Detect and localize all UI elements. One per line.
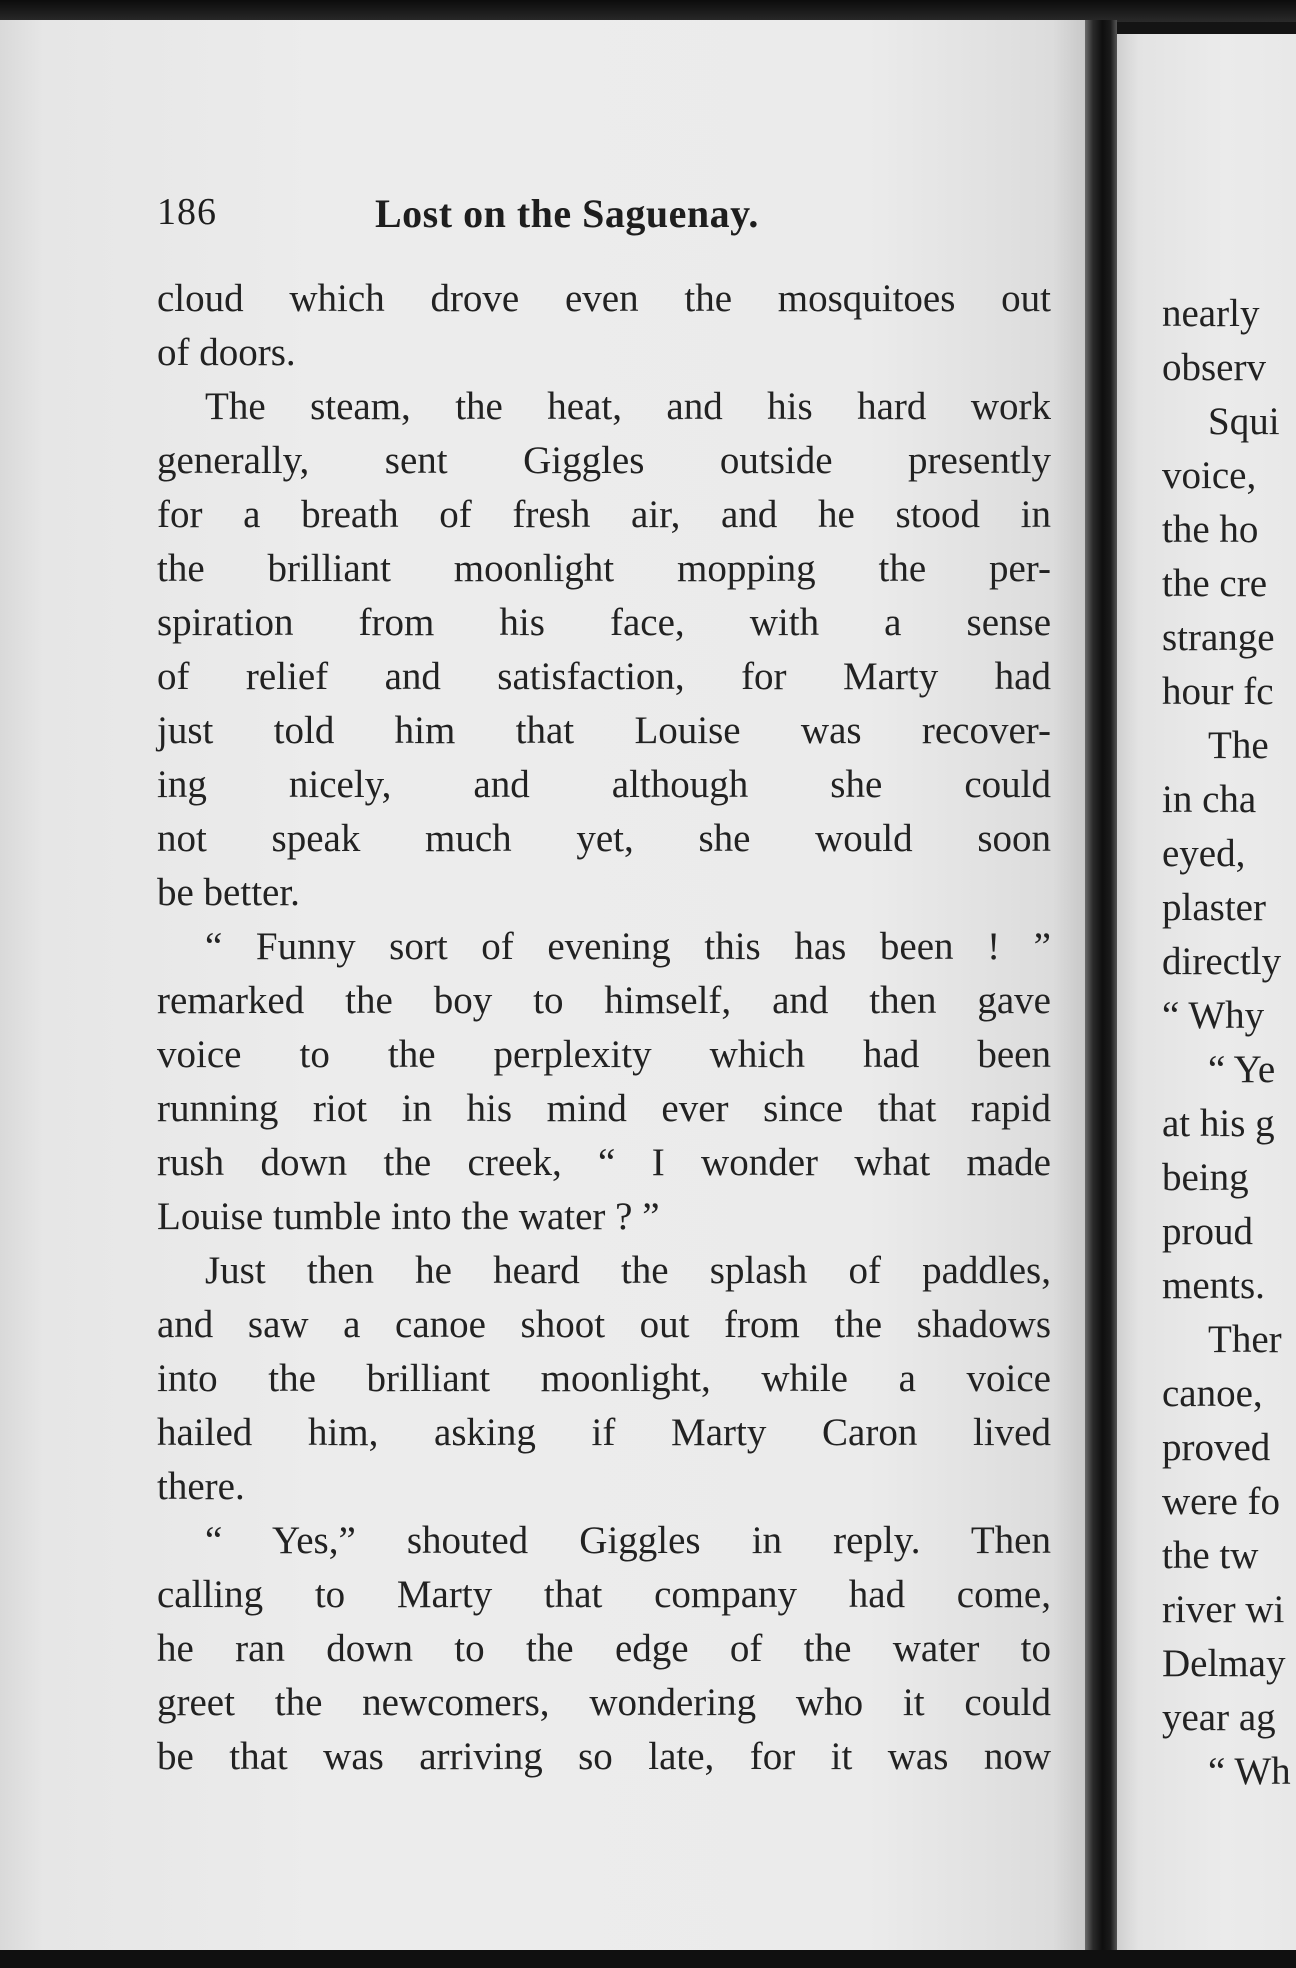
text-line: Just then he heard the splash of paddles,: [205, 1249, 1051, 1292]
facing-page-text-line: the cre: [1162, 562, 1268, 605]
facing-page-text-line: “ Wh: [1208, 1750, 1291, 1793]
facing-page-text-line: the tw: [1162, 1534, 1259, 1577]
bottom-edge-shadow: [0, 1950, 1296, 1968]
facing-page-text-line: voice,: [1162, 454, 1257, 497]
facing-page-text-line: Squi: [1208, 400, 1280, 443]
facing-page-text-line: year ag: [1162, 1696, 1276, 1739]
facing-page-text-line: river wi: [1162, 1588, 1285, 1631]
facing-page-text-line: nearly: [1162, 292, 1260, 335]
facing-page-text-line: in cha: [1162, 778, 1257, 821]
facing-page-text-line: “ Why: [1162, 994, 1265, 1037]
running-head-title: Lost on the Saguenay.: [375, 191, 759, 236]
text-line: Louise tumble into the water ? ”: [157, 1195, 660, 1238]
page-header: [157, 190, 1051, 250]
left-page-body-text: [157, 272, 1051, 1784]
facing-page-text-line: plaster: [1162, 886, 1266, 929]
text-line: generally, sent Giggles outside presently: [157, 439, 1051, 482]
facing-page-text-line: Delmay: [1162, 1642, 1286, 1685]
text-line: be that was arriving so late, for it was now: [157, 1735, 1051, 1778]
text-line: hailed him, asking if Marty Caron lived: [157, 1411, 1051, 1454]
text-line: “ Funny sort of evening this has been ! ”: [205, 925, 1051, 968]
text-line: ing nicely, and although she could: [157, 763, 1051, 806]
facing-page-text-line: at his g: [1162, 1102, 1275, 1145]
facing-page-text-line: the ho: [1162, 508, 1259, 551]
text-line: greet the newcomers, wondering who it could: [157, 1681, 1051, 1724]
text-line: of relief and satisfaction, for Marty had: [157, 655, 1051, 698]
text-line: cloud which drove even the mosquitoes out: [157, 277, 1051, 320]
text-line: remarked the boy to himself, and then gave: [157, 979, 1051, 1022]
page-number: 186: [157, 191, 217, 233]
right-page-body-text: [1162, 287, 1296, 1799]
facing-page-text-line: ments.: [1162, 1264, 1265, 1307]
text-line: just told him that Louise was recover-: [157, 709, 1051, 752]
text-line: not speak much yet, she would soon: [157, 817, 1051, 860]
facing-page-text-line: proud: [1162, 1210, 1253, 1253]
text-line: there.: [157, 1465, 245, 1508]
book-gutter: [1085, 20, 1117, 1958]
facing-page-text-line: proved: [1162, 1426, 1271, 1469]
text-line: running riot in his mind ever since that rapid: [157, 1087, 1051, 1130]
facing-page-text-line: Ther: [1208, 1318, 1282, 1361]
facing-page-text-line: hour fc: [1162, 670, 1274, 713]
facing-page-text-line: being: [1162, 1156, 1249, 1199]
text-line: spiration from his face, with a sense: [157, 601, 1051, 644]
top-edge-shadow: [0, 0, 1296, 22]
text-line: the brilliant moonlight mopping the per-: [157, 547, 1051, 590]
facing-page-text-line: directly: [1162, 940, 1282, 983]
text-line: for a breath of fresh air, and he stood in: [157, 493, 1051, 536]
facing-page-text-line: were fo: [1162, 1480, 1281, 1523]
text-line: The steam, the heat, and his hard work: [205, 385, 1051, 428]
text-line: be better.: [157, 871, 300, 914]
facing-page-text-line: “ Ye: [1208, 1048, 1276, 1091]
text-line: rush down the creek, “ I wonder what made: [157, 1141, 1051, 1184]
text-line: and saw a canoe shoot out from the shadows: [157, 1303, 1051, 1346]
text-line: voice to the perplexity which had been: [157, 1033, 1051, 1076]
text-line: “ Yes,” shouted Giggles in reply. Then: [205, 1519, 1051, 1562]
text-line: of doors.: [157, 331, 296, 374]
facing-page-text-line: canoe,: [1162, 1372, 1263, 1415]
facing-page-text-line: strange: [1162, 616, 1275, 659]
facing-page-text-line: eyed,: [1162, 832, 1246, 875]
facing-page-text-line: The: [1208, 724, 1269, 767]
facing-page-text-line: observ: [1162, 346, 1266, 389]
text-line: into the brilliant moonlight, while a voice: [157, 1357, 1051, 1400]
text-line: he ran down to the edge of the water to: [157, 1627, 1051, 1670]
text-line: calling to Marty that company had come,: [157, 1573, 1051, 1616]
